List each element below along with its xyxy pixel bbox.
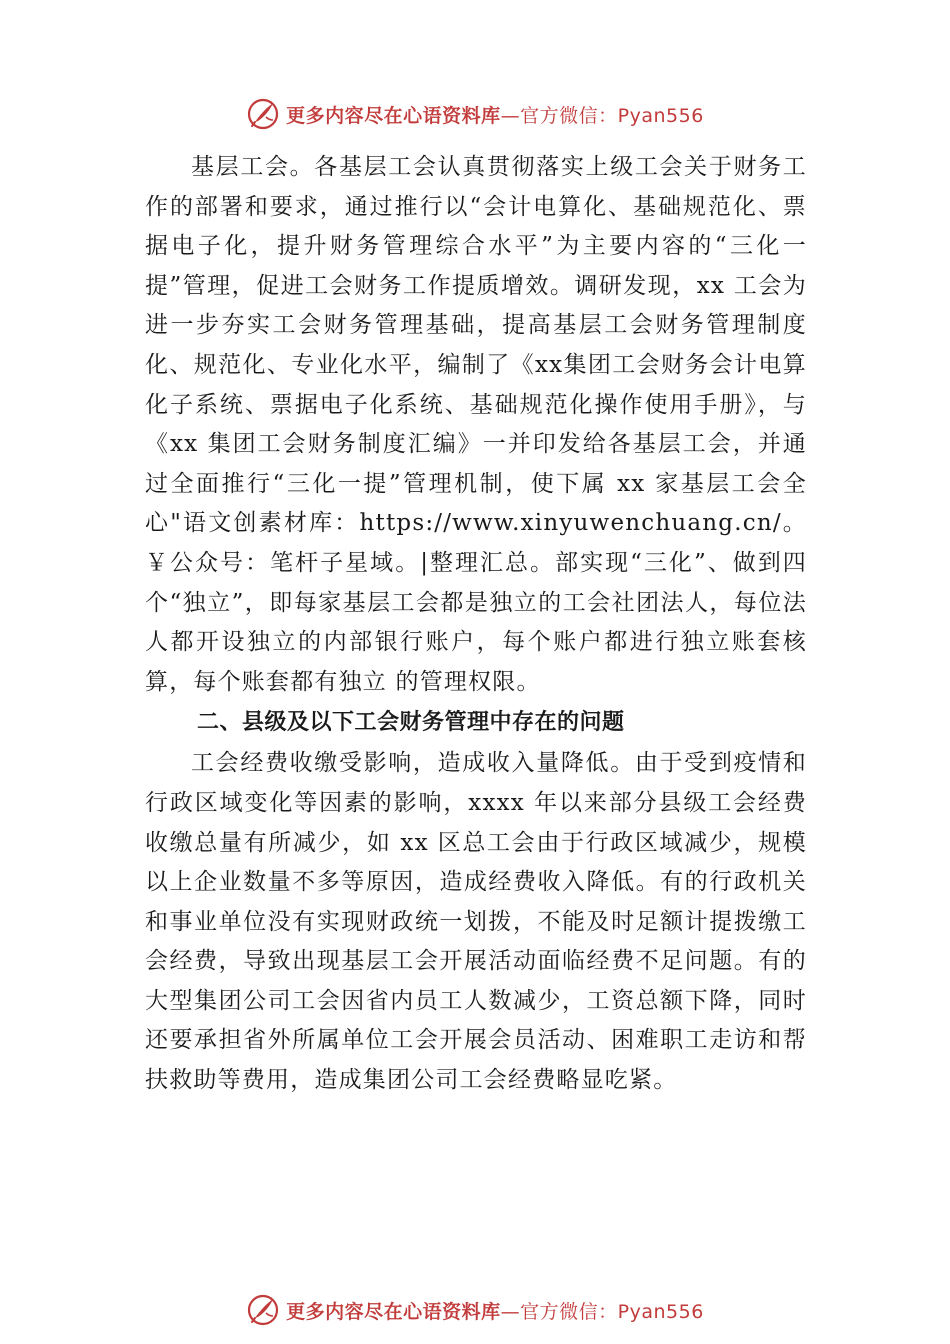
quill-pen-logo-icon: [246, 97, 280, 131]
header-watermark-banner: [0, 94, 950, 134]
quill-pen-logo-icon: [246, 1293, 280, 1327]
banner-main-text: 更多内容尽在心语资料库: [286, 1300, 501, 1323]
banner-wechat-text: —官方微信：Pyan556: [500, 104, 704, 127]
section-heading-2: 二、县级及以下工会财务管理中存在的问题: [197, 710, 625, 736]
body-paragraph-2: 工会经费收缴受影响，造成收入量降低。由于受到疫情和行政区域变化等因素的影响，xxxx 年以来部分县级工会经费收缴总量有所减少，如 xx 区总工会由于行政区域减少，规模以上企业数量不多等原因，造成经费收入降低。有的行政机关和事业单位没有实现财政统一划拨，不能及时足额计提拨缴工会经费，导致出现基层工会开展活动面临经费不足问题。有的大型集团公司工会因省内员工人数减少，工资总额下降，同时还要承担省外所属单位工会开展会员活动、困难职工走访和帮扶救助等费用，造成集团公司工会经费略显吃紧。: [145, 750, 807, 1094]
document-body: [145, 148, 807, 1101]
body-paragraph-1: 基层工会。各基层工会认真贯彻落实上级工会关于财务工作的部署和要求，通过推行以“会计电算化、基础规范化、票据电子化，提升财务管理综合水平”为主要内容的“三化一提”管理，促进工会财务工作提质增效。调研发现，xx 工会为进一步夯实工会财务管理基础，提高基层工会财务管理制度化、规范化、专业化水平，编制了《xx集团工会财务会计电算化子系统、票据电子化系统、基础规范化操作使用手册》，与《xx 集团工会财务制度汇编》一并印发给各基层工会，并通过全面推行“三化一提”管理机制，使下属 xx 家基层工会全心"语文创素材库：https://www.xinyuwenchuang.cn/。￥公众号：笔杆子星域。|整理汇总。部实现“三化”、做到四个“独立”，即每家基层工会都是独立的工会社团法人，每位法人都开设独立的内部银行账户，每个账户都进行独立账套核算，每个账套都有独立 的管理权限。: [145, 154, 807, 695]
banner-main-text: 更多内容尽在心语资料库: [286, 104, 501, 127]
banner-wechat-text: —官方微信：Pyan556: [500, 1300, 704, 1323]
footer-watermark-banner: [0, 1290, 950, 1330]
